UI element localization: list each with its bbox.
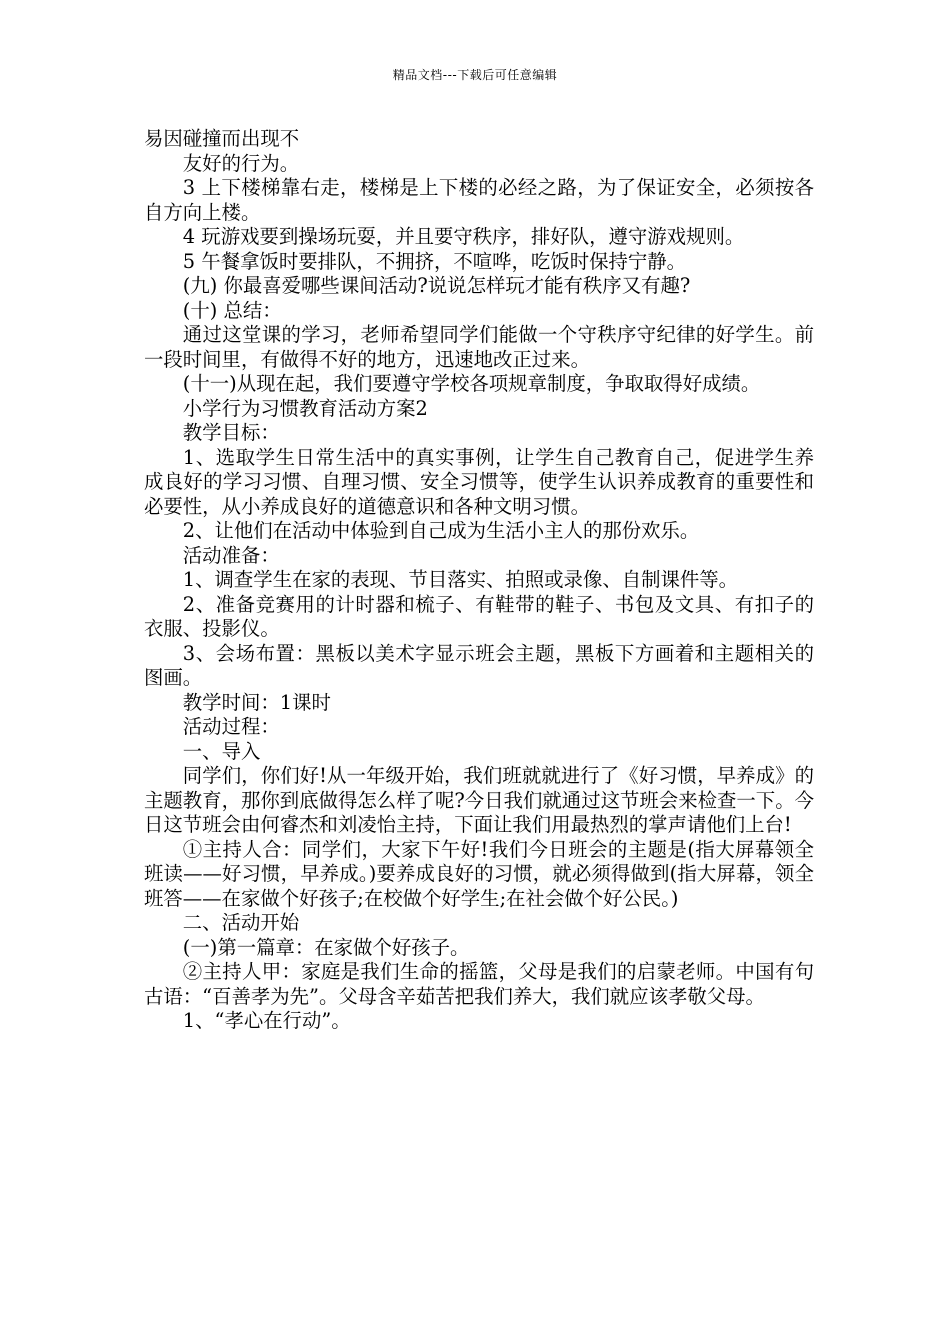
paragraph: 3 上下楼梯靠右走，楼梯是上下楼的必经之路，为了保证安全，必须按各自方向上楼。	[144, 176, 814, 224]
paragraph: 活动过程：	[182, 715, 280, 738]
paragraph: 同学们，你们好!从一年级开始，我们班就就进行了《好习惯，早养成》的主题教育，那你到底做得怎么样了呢?今日我们就通过这节班会来检查一下。今日这节班会由何睿杰和刘凌怡主持，下面让我们用最热烈的掌声请他们上台!	[144, 764, 814, 836]
paragraph: 5 午餐拿饭时要排队，不拥挤，不喧哗，吃饭时保持宁静。	[182, 249, 687, 273]
paragraph: (十一)从现在起，我们要遵守学校各项规章制度，争取取得好成绩。	[182, 372, 761, 395]
paragraph: 二、活动开始	[182, 911, 300, 934]
paragraph: 友好的行为。	[182, 151, 300, 175]
paragraph: 2、让他们在活动中体验到自己成为生活小主人的那份欢乐。	[182, 519, 700, 542]
paragraph: (九) 你最喜爱哪些课间活动?说说怎样玩才能有秩序又有趣?	[182, 274, 691, 297]
paragraph: 4 玩游戏要到操场玩耍，并且要守秩序，排好队，遵守游戏规则。	[182, 225, 745, 248]
paragraph: ①主持人合：同学们，大家下午好!我们今日班会的主题是(指大屏幕领全班读——好习惯，早养成。)要养成良好的习惯，就必须得做到(指大屏幕，领全班答——在家做个好孩子;在校做个好学生;在社会做个好公民。)	[144, 837, 814, 910]
paragraph: 1、选取学生日常生活中的真实事例，让学生自己教育自己，促进学生养成良好的学习习惯、自理习惯、安全习惯等，使学生认识养成教育的重要性和必要性，从小养成良好的道德意识和各种文明习惯。	[144, 445, 814, 518]
paragraph: 一、导入	[182, 739, 261, 763]
paragraph: 2、准备竞赛用的计时器和梳子、有鞋带的鞋子、书包及文具、有扣子的衣服、投影仪。	[144, 592, 814, 640]
paragraph: 通过这堂课的学习，老师希望同学们能做一个守秩序守纪律的好学生。前一段时间里，有做得不好的地方，迅速地改正过来。	[144, 323, 814, 371]
paragraph: 3、会场布置：黑板以美术字显示班会主题，黑板下方画着和主题相关的图画。	[144, 641, 814, 689]
paragraph: 1、调查学生在家的表现、节目落实、拍照或录像、自制课件等。	[182, 568, 739, 591]
document-body	[144, 127, 814, 1034]
paragraph: 教学时间：1课时	[182, 690, 331, 714]
paragraph: 1、“孝心在行动”。	[182, 1009, 351, 1032]
paragraph: 活动准备：	[182, 543, 280, 567]
paragraph: (一)第一篇章：在家做个好孩子。	[182, 935, 470, 959]
paragraph: 教学目标：	[182, 421, 280, 444]
paragraph: (十) 总结：	[182, 298, 282, 322]
page-header: 精品文档---下载后可任意编辑	[392, 68, 558, 82]
paragraph: 易因碰撞而出现不	[144, 127, 300, 150]
paragraph: 小学行为习惯教育活动方案2	[182, 396, 428, 420]
paragraph: ②主持人甲：家庭是我们生命的摇篮，父母是我们的启蒙老师。中国有句古语：“百善孝为先”。父母含辛茹苦把我们养大，我们就应该孝敬父母。	[144, 960, 814, 1008]
